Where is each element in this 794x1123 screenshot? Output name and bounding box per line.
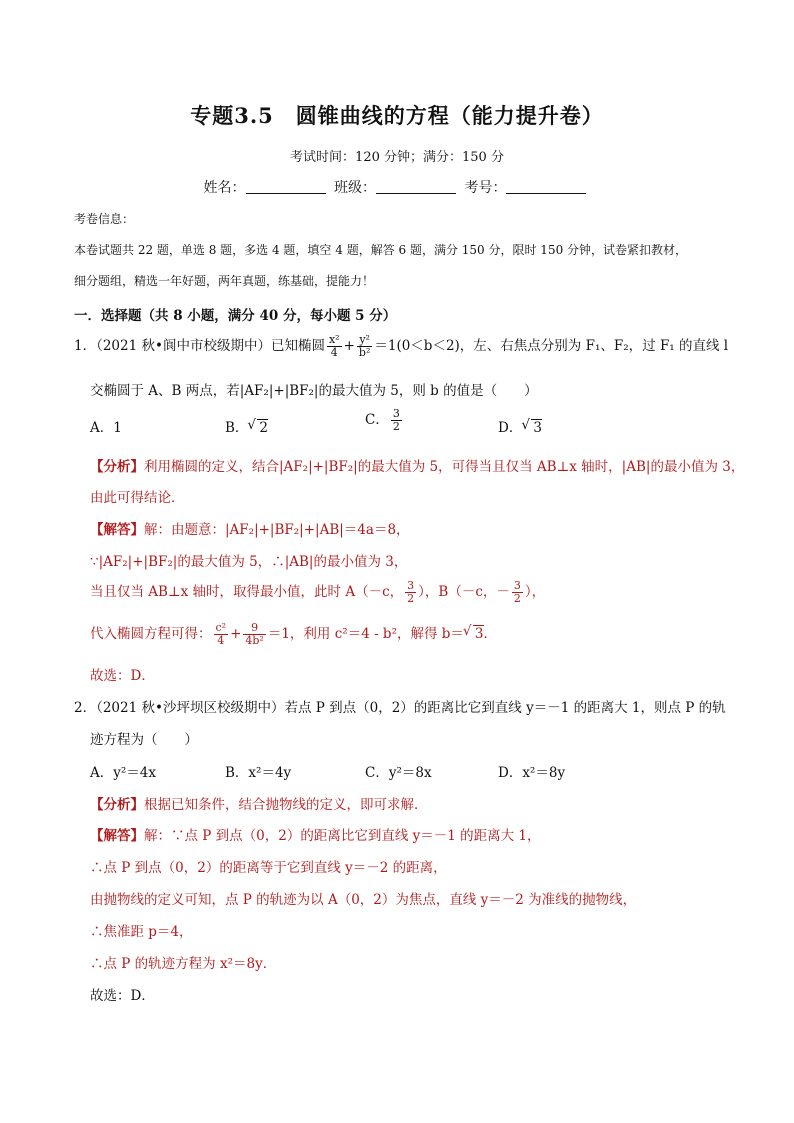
class-blank[interactable] — [376, 181, 456, 194]
q1-answer: 故选：D． — [90, 668, 155, 684]
q1-stem-line-2: 交椭圆于 A、B 两点，若|AF₂|+|BF₂|的最大值为 5，则 b 的值是（ ） — [90, 383, 538, 399]
intro-line-1: 本卷试题共 22 题，单选 8 题，多选 4 题，填空 4 题，解答 6 题，满分 150 分，限时 150 分钟，试卷紧扣教材， — [74, 243, 688, 257]
q2-solution-line-4: ∴焦准距 p＝4， — [90, 924, 193, 940]
q2-solution-line-5: ∴点 P 的轨迹方程为 x²＝8y． — [90, 956, 277, 972]
q2-option-b[interactable]: B．x²＝4y — [225, 765, 292, 781]
q2-option-a[interactable]: A．y²＝4x — [90, 765, 156, 781]
intro-heading: 考卷信息： — [74, 212, 135, 226]
q1-source: （2021 秋•阆中市校级期中）已知椭圆 — [96, 338, 325, 354]
q1-solution-line-1: 【解答】解：由题意：|AF₂|+|BF₂|+|AB|＝4a＝8， — [90, 522, 410, 538]
q2-number: 2． — [74, 700, 97, 716]
q2-analysis-tag: 【分析】 — [90, 797, 144, 813]
q2-analysis: 【分析】根据已知条件，结合抛物线的定义，即可求解． — [90, 797, 428, 813]
q2-solution-line-2: ∴点 P 到点（0，2）的距离等于它到直线 y＝－2 的距离， — [90, 860, 447, 876]
q2-solution-line-1: 【解答】解：∵点 P 到点（0，2）的距离比它到直线 y＝－1 的距离大 1， — [90, 828, 541, 844]
q1-solution-line-2: ∵|AF₂|+|BF₂|的最大值为 5，∴|AB|的最小值为 3， — [90, 554, 408, 570]
exam-info: 考试时间：120 分钟；满分：150 分 — [290, 150, 504, 165]
student-info-row — [0, 177, 794, 197]
q1-solution-line-3: 当且仅当 AB⊥x 轴时，取得最小值，此时 A（－c， $\frac{3}{2}$ ），B（－c，－ $\frac{3}{2}$ ）， — [90, 579, 546, 605]
q1-analysis-line-2: 由此可得结论． — [90, 490, 185, 506]
class-label: 班级： — [334, 180, 376, 196]
q1-stem-line-1: 1．（2021 秋•阆中市校级期中）已知椭圆 $\frac{\text{x²}}{4}$ + $\frac{\text{y²}}{\text{b²}}$ ＝1(0＜b＜2)，左、右焦点分别为 F₁、F₂，过 F₁ 的直线 l — [74, 333, 729, 359]
name-blank[interactable] — [246, 181, 326, 194]
q2-option-d[interactable]: D．x²＝8y — [498, 765, 566, 781]
q1-options — [90, 407, 710, 446]
q1-option-c[interactable]: C． $\frac{3}{2}$ — [365, 407, 400, 433]
q2-options — [90, 761, 710, 785]
q1-option-a[interactable]: A．1 — [90, 420, 122, 436]
q1-solution-tag: 【解答】 — [90, 522, 144, 538]
q2-stem-line-2: 迹方程为（ ） — [90, 732, 198, 748]
number-label: 考号： — [464, 180, 507, 196]
name-label: 姓名： — [203, 180, 246, 196]
ellipse-x-fraction: $\frac{\text{x²}}{4}$ — [328, 333, 340, 359]
q1-analysis-tag: 【分析】 — [90, 459, 144, 475]
q2-answer: 故选：D． — [90, 988, 155, 1004]
intro-line-2: 细分题组，精选一年好题，两年真题，练基础，提能力！ — [74, 274, 375, 288]
q2-solution-line-3: 由抛物线的定义可知，点 P 的轨迹为以 A（0，2）为焦点，直线 y＝－2 为准线的抛物线， — [90, 892, 637, 908]
q1-solution-line-4: 代入椭圆方程可得： $\frac{\text{c²}}{4}$ + $\frac{9}{\text{4b²}}$ ＝1，利用 c²＝4 - b²，解得 b＝√ 3． — [90, 622, 497, 647]
q2-solution-tag: 【解答】 — [90, 828, 144, 844]
q2-stem-line-1: 2．（2021 秋•沙坪坝区校级期中）若点 P 到点（0，2）的距离比它到直线 y＝－1 的距离大 1，则点 P 的轨 — [74, 700, 726, 716]
q1-option-b[interactable]: B．√ 2 — [225, 416, 268, 436]
q1-number: 1． — [74, 338, 97, 354]
number-blank[interactable] — [506, 181, 586, 194]
q1-analysis-line-1: 【分析】利用椭圆的定义，结合|AF₂|+|BF₂|的最大值为 5，可得当且仅当 AB⊥x 轴时，|AB|的最小值为 3， — [90, 459, 745, 475]
section-title: 一．选择题（共 8 小题，满分 40 分，每小题 5 分） — [74, 308, 397, 324]
q1-option-d[interactable]: D．√ 3 — [498, 416, 542, 436]
page-title: 专题3.5 圆锥曲线的方程（能力提升卷） — [190, 103, 604, 128]
ellipse-y-fraction: $\frac{\text{y²}}{\text{b²}}$ — [358, 333, 371, 359]
q2-option-c[interactable]: C．y²＝8x — [365, 765, 432, 781]
q1-eq-tail: ＝1(0＜b＜2)，左、右焦点分别为 F₁、F₂，过 F₁ 的直线 l — [374, 338, 729, 354]
